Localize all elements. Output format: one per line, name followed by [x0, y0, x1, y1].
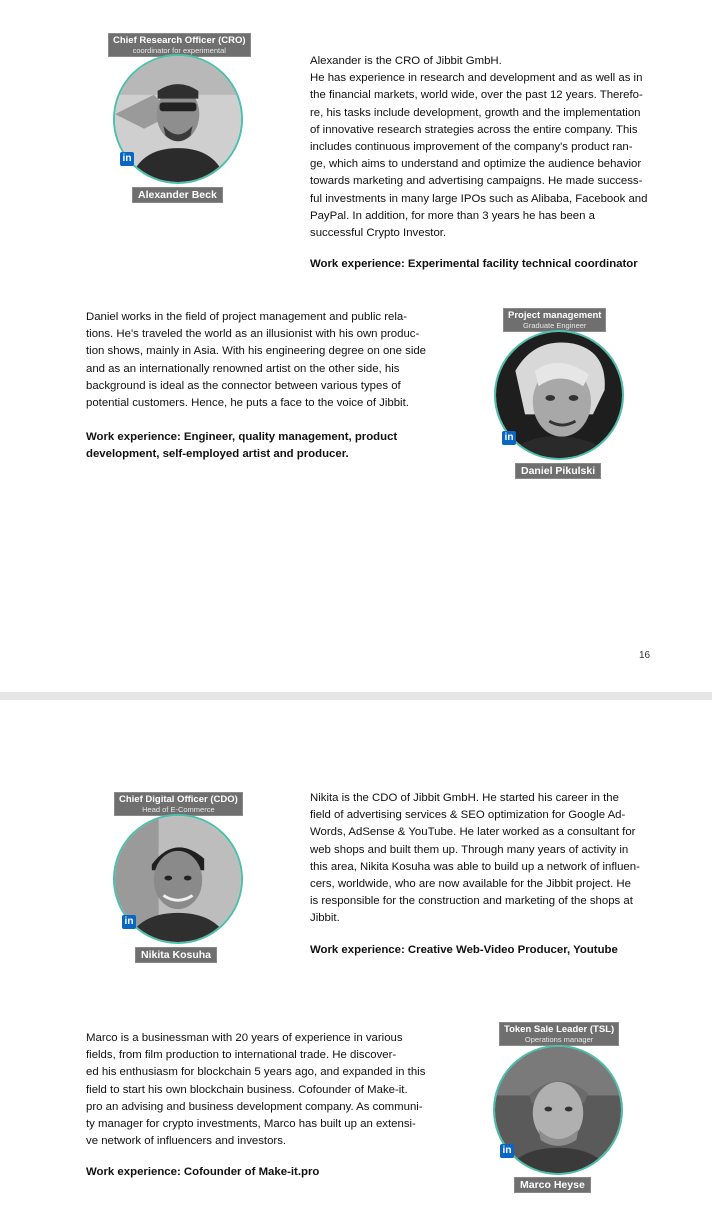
bio-line: Words, AdSense & YouTube. He later worked as a consultant for	[310, 826, 636, 839]
bio-line: and as an internationally renowned artist on the other side, his	[86, 362, 400, 375]
role-label	[503, 308, 606, 332]
work-experience: Work experience: Engineer, quality management, product	[86, 431, 398, 444]
page-17	[0, 700, 712, 1205]
profile-name: Nikita Kosuha	[135, 947, 217, 963]
role-title: Chief Research Officer (CRO)	[113, 35, 246, 46]
bio-line: ed his enthusiasm for blockchain 5 years ago, and expanded in this	[86, 1066, 426, 1079]
bio-line: towards marketing and advertising campaigns. He made success-	[310, 175, 643, 188]
bio-daniel	[86, 309, 436, 464]
bio-line: Nikita is the CDO of Jibbit GmbH. He started his career in the	[310, 792, 619, 804]
bio-line: field to start his own blockchain business. Cofounder of Make-it.	[86, 1083, 408, 1096]
linkedin-icon[interactable]: in	[120, 152, 134, 166]
bio-line: this area, Nikita Kosuha was able to build up a network of influen-	[310, 860, 640, 873]
bio-line: re, his tasks include development, growth and the implementation	[310, 106, 641, 119]
bio-line: successful Crypto Investor.	[310, 227, 447, 240]
page-separator	[0, 692, 712, 700]
role-subtitle: Graduate Engineer	[523, 320, 587, 330]
bio-line: fields, from film production to international trade. He discover-	[86, 1049, 397, 1062]
bio-line: cers, worldwide, who are now available for the Jibbit project. He	[310, 878, 631, 891]
bio-line: Alexander is the CRO of Jibbit GmbH.	[310, 55, 502, 67]
work-experience: Work experience: Creative Web-Video Producer, Youtube	[310, 943, 618, 956]
work-experience: development, self-employed artist and producer.	[86, 448, 349, 461]
bio-line: tions. He's traveled the world as an illusionist with his own produc-	[86, 328, 420, 341]
bio-line: the financial markets, world wide, over the past 12 years. Therefo-	[310, 89, 643, 102]
bio-line: tion shows, mainly in Asia. With his engineering degree on one side	[86, 345, 427, 358]
bio-line: includes continuous improvement of the company's product ran-	[310, 141, 633, 154]
profile-name: Alexander Beck	[132, 187, 223, 203]
linkedin-icon[interactable]: in	[502, 431, 516, 445]
bio-line: Marco is a businessman with 20 years of experience in various	[86, 1032, 403, 1044]
bio-alexander	[310, 53, 658, 273]
bio-line: ful investments in many large IPOs such as Alibaba, Facebook and	[310, 192, 648, 205]
linkedin-icon[interactable]: in	[500, 1144, 514, 1158]
role-subtitle: coordinator for experimental	[132, 45, 226, 55]
bio-line: is responsible for the construction and marketing of the shops at	[310, 895, 633, 908]
bio-line: PayPal. In addition, for more than 3 years he has been a	[310, 209, 595, 222]
bio-line: Daniel works in the field of project management and public rela-	[86, 311, 408, 323]
bio-marco	[86, 1030, 436, 1182]
bio-line: web shops and built them up. Through many years of activity in	[310, 843, 629, 856]
bio-line: ge, which aims to understand and optimize the audience behavior	[310, 158, 642, 171]
role-title: Chief Digital Officer (CDO)	[119, 794, 238, 805]
page-number: 16	[639, 650, 651, 661]
bio-line: field of advertising services & SEO optimization for Google Ad-	[310, 809, 626, 822]
work-experience: Work experience: Cofounder of Make-it.pro	[86, 1166, 320, 1179]
bio-line: of innovative research strategies across the entire company. This	[310, 123, 638, 136]
role-title: Project management	[508, 310, 602, 321]
profile-name: Daniel Pikulski	[515, 463, 601, 479]
profile-name: Marco Heyse	[514, 1177, 591, 1193]
bio-line: ty manager for crypto investments, Marco has built up an extensi-	[86, 1118, 416, 1131]
role-subtitle: Head of E-Commerce	[142, 804, 215, 814]
role-label	[114, 792, 243, 816]
bio-line: ve network of influencers and investors.	[86, 1135, 287, 1148]
bio-nikita	[310, 790, 658, 959]
bio-line: Jibbit.	[310, 912, 340, 925]
bio-line: potential customers. Hence, he puts a face to the voice of Jibbit.	[86, 397, 409, 410]
bio-line: pro an advising and business development company. As communi-	[86, 1100, 423, 1113]
linkedin-icon[interactable]: in	[122, 915, 136, 929]
role-title: Token Sale Leader (TSL)	[504, 1024, 615, 1035]
bio-line: background is ideal as the connector between various types of	[86, 379, 401, 392]
role-subtitle: Operations manager	[524, 1034, 594, 1044]
work-experience: Work experience: Experimental facility technical coordinator	[310, 258, 638, 271]
bio-line: He has experience in research and development and as well as in	[310, 72, 643, 85]
role-label	[499, 1022, 619, 1046]
